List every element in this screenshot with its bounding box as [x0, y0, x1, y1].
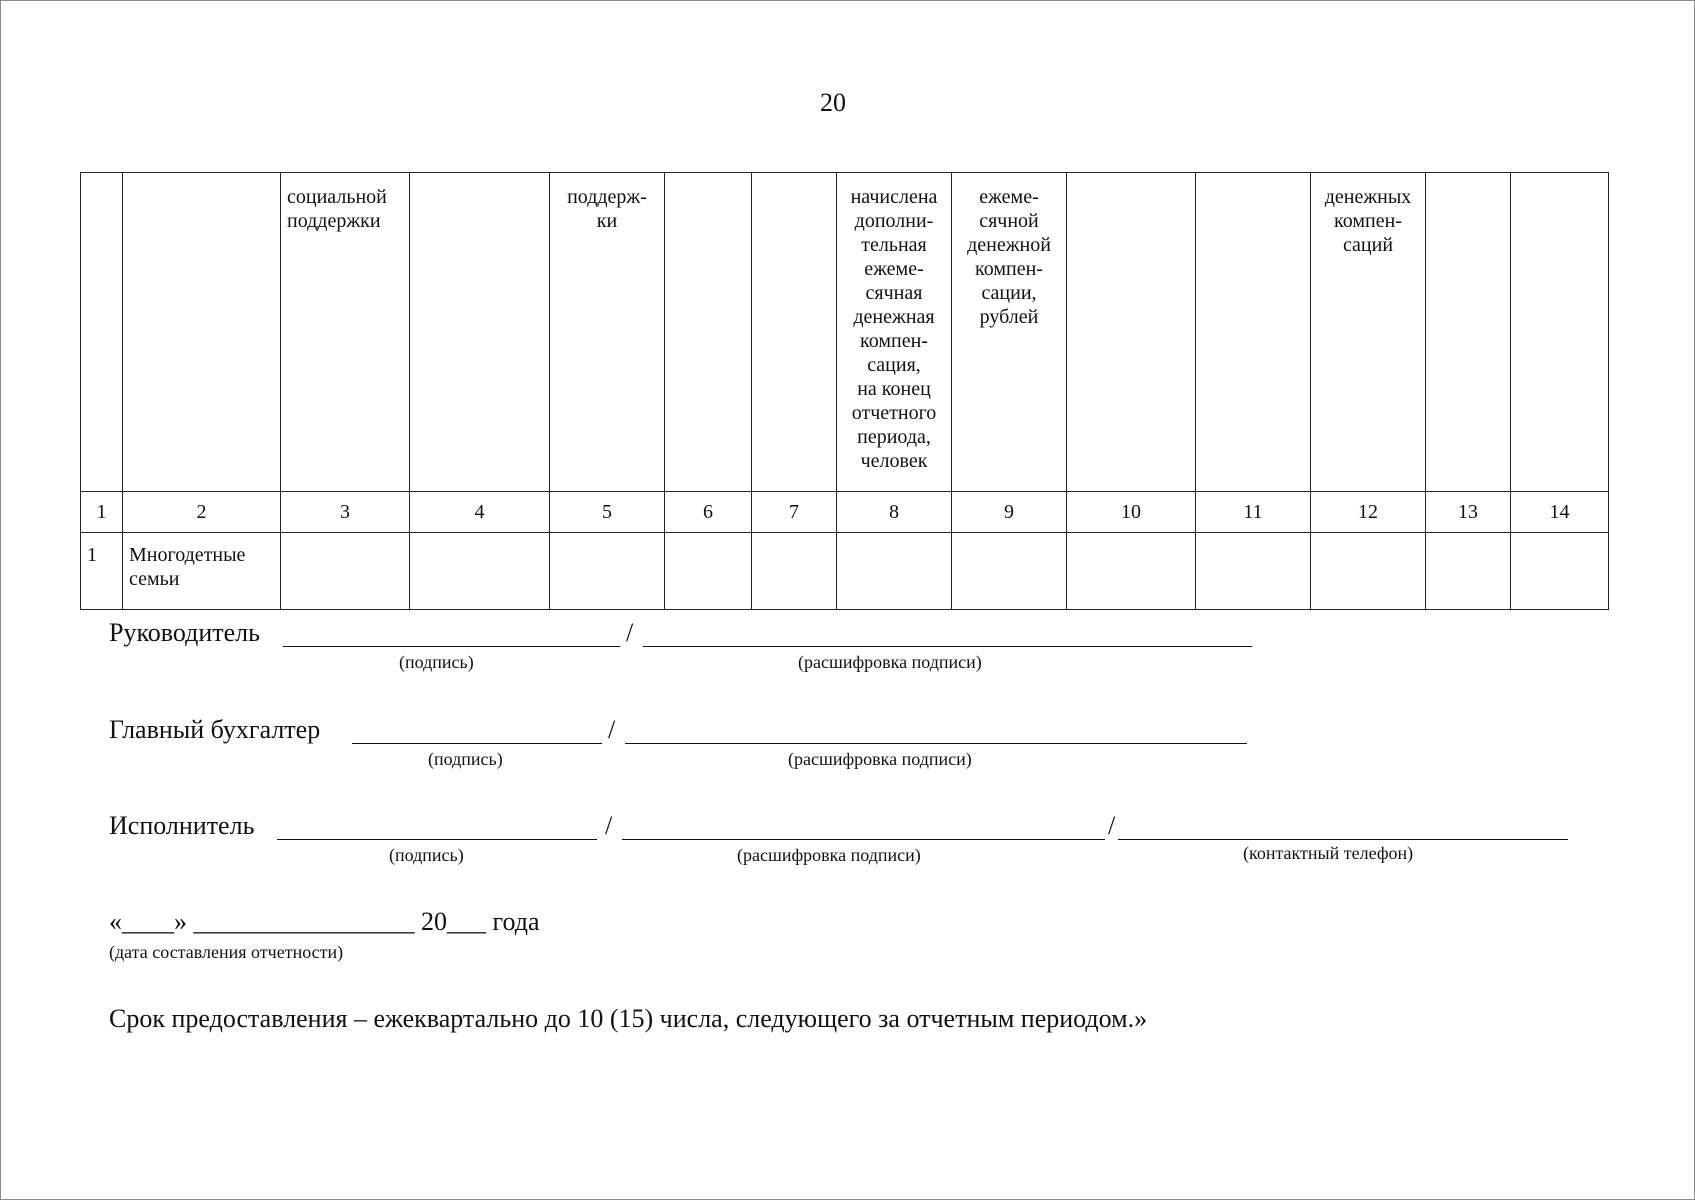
table-cell [1196, 533, 1311, 610]
column-number: 6 [665, 492, 752, 533]
table-cell [550, 533, 665, 610]
head-decoding-line [643, 646, 1252, 647]
head-label: Руководитель [109, 618, 260, 647]
chief-accountant-slash: / [608, 715, 616, 744]
table-cell [1426, 533, 1511, 610]
header-cell [1511, 173, 1609, 492]
column-number: 14 [1511, 492, 1609, 533]
head-signature-caption: (подпись) [399, 652, 474, 672]
report-date-line: «____» _________________ 20___ года [109, 907, 540, 936]
table-cell [1067, 533, 1196, 610]
header-cell: социальной поддержки [281, 173, 410, 492]
table-row [81, 533, 1609, 610]
executor-slash-2: / [1108, 811, 1116, 840]
column-number: 1 [81, 492, 123, 533]
header-cell: поддерж- ки [550, 173, 665, 492]
header-cell [1426, 173, 1511, 492]
header-cell [123, 173, 281, 492]
executor-phone-caption: (контактный телефон) [1243, 843, 1414, 863]
column-number: 4 [410, 492, 550, 533]
executor-signature-line [277, 839, 597, 840]
report-table [80, 172, 1609, 610]
column-number: 8 [837, 492, 952, 533]
column-number: 2 [123, 492, 281, 533]
table-header-row [81, 173, 1609, 492]
executor-slash-1: / [605, 811, 613, 840]
row-label: Многодетные семьи [123, 533, 281, 610]
chief-accountant-signature-line [352, 743, 602, 744]
executor-phone-line [1118, 839, 1568, 840]
header-cell: денежных компен- саций [1311, 173, 1426, 492]
executor-decoding-caption: (расшифровка подписи) [737, 845, 921, 865]
column-number: 10 [1067, 492, 1196, 533]
header-cell: ежеме- сячной денежной компен- сации, рублей [952, 173, 1067, 492]
header-cell [665, 173, 752, 492]
table-cell [752, 533, 837, 610]
header-cell [410, 173, 550, 492]
header-cell [1196, 173, 1311, 492]
report-date-caption: (дата составления отчетности) [109, 942, 344, 962]
header-cell [752, 173, 837, 492]
column-number: 11 [1196, 492, 1311, 533]
table-cell [410, 533, 550, 610]
table-cell [1311, 533, 1426, 610]
column-number: 3 [281, 492, 410, 533]
executor-signature-caption: (подпись) [389, 845, 464, 865]
chief-accountant-label: Главный бухгалтер [109, 715, 321, 744]
table-cell [281, 533, 410, 610]
chief-accountant-decoding-line [625, 743, 1247, 744]
executor-label: Исполнитель [109, 811, 255, 840]
header-cell [1067, 173, 1196, 492]
row-number: 1 [81, 533, 123, 610]
header-cell [81, 173, 123, 492]
column-number-row [81, 492, 1609, 533]
column-number: 9 [952, 492, 1067, 533]
column-number: 13 [1426, 492, 1511, 533]
head-decoding-caption: (расшифровка подписи) [798, 652, 982, 672]
executor-decoding-line [622, 839, 1105, 840]
deadline-text: Срок предоставления – ежеквартально до 10 (15) числа, следующего за отчетным периодом.» [109, 1004, 1148, 1033]
table-cell [1511, 533, 1609, 610]
table-cell [837, 533, 952, 610]
chief-accountant-decoding-caption: (расшифровка подписи) [788, 749, 972, 769]
head-signature-line [283, 646, 620, 647]
header-cell: начислена дополни- тельная ежеме- сячная денежная компен- сация, на конец отчетного периода, человек [837, 173, 952, 492]
column-number: 7 [752, 492, 837, 533]
table-cell [665, 533, 752, 610]
chief-accountant-signature-caption: (подпись) [428, 749, 503, 769]
head-slash: / [626, 618, 634, 647]
table-cell [952, 533, 1067, 610]
page-number: 20 [820, 88, 846, 117]
column-number: 12 [1311, 492, 1426, 533]
column-number: 5 [550, 492, 665, 533]
